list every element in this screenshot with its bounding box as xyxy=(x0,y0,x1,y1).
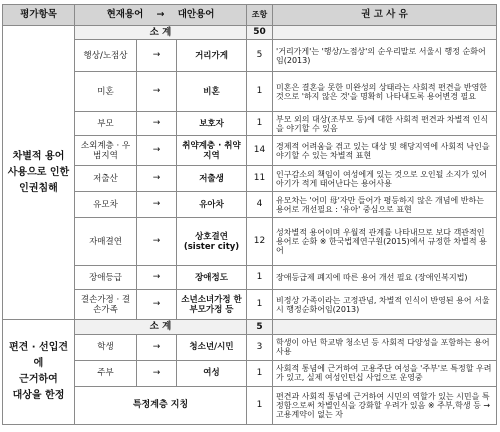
table-row: 장애등급 → 장애정도 1 장애등급제 폐지에 따른 용어 개선 필요 (장애인복지법) xyxy=(3,266,497,290)
group1-subtotal-count: 50 xyxy=(247,26,273,40)
header-category: 평가항목 xyxy=(3,5,75,26)
table-row: 주부 → 여성 1 사회적 통념에 근거하여 고용주단 여성을 '주부'로 특정할 우려가 있고, 실제 여성인턴십 사업으로 운영중 xyxy=(3,360,497,386)
table-row: 미혼 → 비혼 1 미혼은 결혼을 못한 미완성의 상태라는 사회적 편견을 반영한 것으로 '하지 않은 것'을 명확히 나타내도록 용어변경 필요 xyxy=(3,72,497,112)
header-arrow: → xyxy=(156,9,165,21)
header-alternative: 대안용어 xyxy=(177,9,215,21)
group2-label: 편견 · 선입견에 근거하여 대상을 한정 xyxy=(3,320,75,424)
group1-label: 차별적 용어 사용으로 인한 인권침해 xyxy=(3,26,75,320)
header-current: 현재용어 xyxy=(106,9,144,21)
table-row: 저출산 → 저출생 11 인구감소의 책임이 여성에게 있는 것으로 오인될 소지가 있어 아기가 적게 태어난다는 용어사용 xyxy=(3,166,497,192)
group2-subtotal-label: 소 계 xyxy=(75,320,247,334)
special-reason: 편견과 사회적 통념에 근거하여 시민의 역할가 있는 시민을 특정함으로써 차별인식을 강화할 우려가 있음 ※ 주부,학생 등 → 고용계약이 없는 자 xyxy=(273,386,497,424)
table-row: 행상/노점상 → 거리가게 5 '거리가게'는 '행상/노점상'의 순우리말로 서울시 행정 순화어임(2013) xyxy=(3,40,497,72)
group2-subtotal-count: 5 xyxy=(247,320,273,334)
table-row: 결손가정 · 결손가족 → 소년소녀가정 한부모가정 등 1 비정상 가족이라는 고정관념, 차별적 인식이 반영된 용어 서울시 행정순화어임(2013) xyxy=(3,290,497,320)
header-terms xyxy=(75,5,247,26)
table-row: 부모 → 보호자 1 부모 외의 대상(조부모 등)에 대한 사회적 편견과 차별적 인식을 야기할 수 있음 xyxy=(3,112,497,136)
group2-subtotal-blank xyxy=(273,320,497,334)
table-row xyxy=(3,386,497,424)
group1-subtotal-row xyxy=(3,26,497,40)
table-row: 학생 → 청소년/시민 3 학생이 아닌 학교밖 청소년 등 사회적 다양성을 포함하는 용어 사용 xyxy=(3,334,497,360)
header-reason: 권 고 사 유 xyxy=(273,5,497,26)
table-row: 유모차 → 유아차 4 유모차는 '어미 母'자만 들어가 평등하지 않은 개념에 반하는 용어로 개선필요 : '유아' 중심으로 표현 xyxy=(3,192,497,218)
header-count: 조항 xyxy=(247,5,273,26)
evaluation-table xyxy=(2,4,497,425)
table-row: 소외계층 · 우범지역 → 취약계층 · 취약지역 14 경제적 어려움을 겪고 있는 대상 및 해당지역에 사회적 낙인을 야기할 수 있는 차별적 표현 xyxy=(3,136,497,166)
special-count: 1 xyxy=(247,386,273,424)
header-row xyxy=(3,5,497,26)
special-label: 특정계층 지칭 xyxy=(75,386,247,424)
group1-subtotal-blank xyxy=(273,26,497,40)
group1-subtotal-label: 소 계 xyxy=(75,26,247,40)
table-row: 자매결연 → 상호결연 (sister city) 12 성차별적 용어이며 우월적 관계를 나타내므로 보다 객관적인 용어로 순화 ※ 한국법제연구원(2015)에서 규정한 차별적 용어 xyxy=(3,218,497,266)
group2-subtotal-row xyxy=(3,320,497,334)
